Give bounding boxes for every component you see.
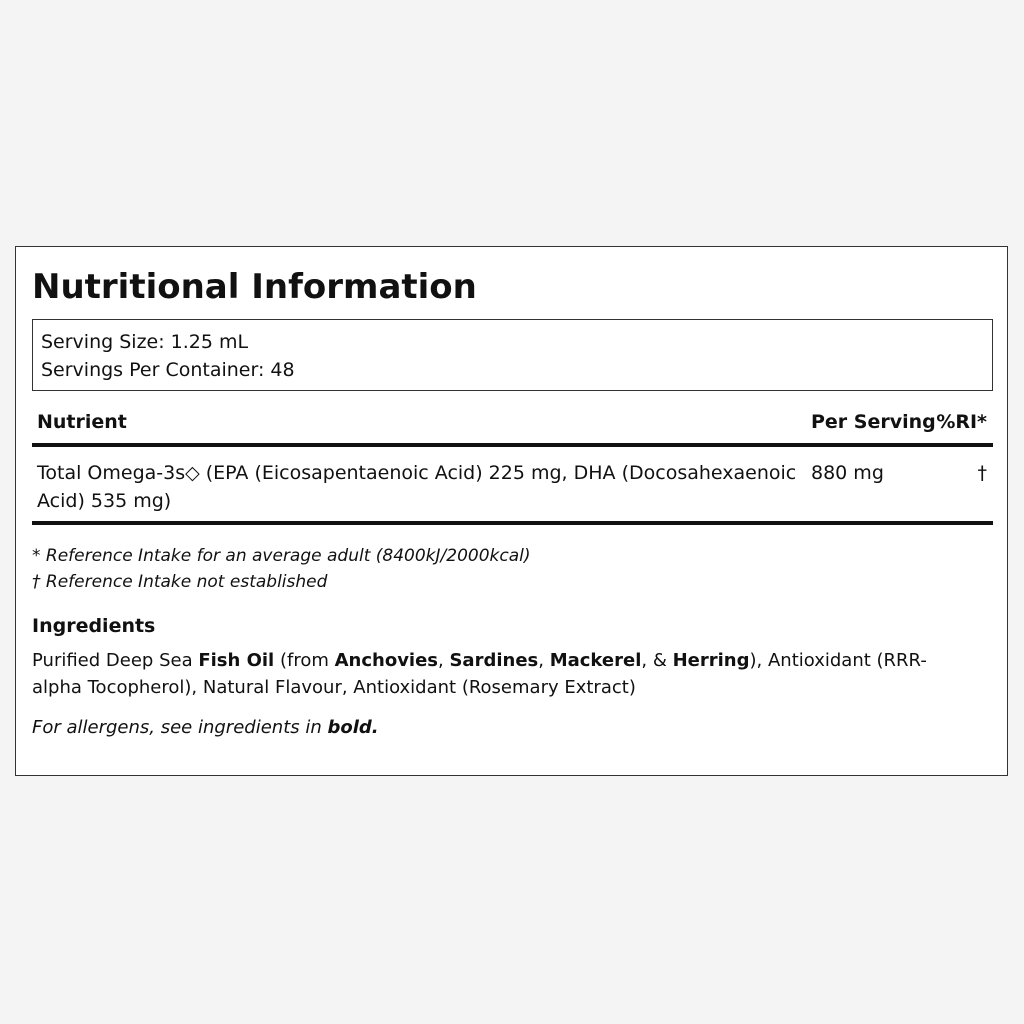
serving-size: Serving Size: 1.25 mL xyxy=(41,331,249,353)
allergen-note-text: For allergens, see ingredients in xyxy=(32,717,328,738)
ingredients-text-part: , xyxy=(538,650,550,671)
ingredients-text-part: , & xyxy=(641,650,673,671)
ri-cell: † xyxy=(977,462,987,484)
header-ri: %RI* xyxy=(936,411,987,433)
table-row xyxy=(32,459,993,519)
ingredient-allergen: Herring xyxy=(672,650,750,671)
ingredients-text-part: Purified Deep Sea xyxy=(32,650,199,671)
footnote-not-established: † Reference Intake not established xyxy=(32,572,328,592)
nutrition-label-panel xyxy=(15,246,1008,776)
ingredients-text-part: (from xyxy=(274,650,335,671)
allergen-note xyxy=(32,717,379,738)
table-divider-bottom xyxy=(32,521,993,525)
header-per-serving: Per Serving xyxy=(811,411,936,433)
header-nutrient: Nutrient xyxy=(37,411,127,433)
ingredients-heading: Ingredients xyxy=(32,615,156,637)
serving-info-box xyxy=(32,319,993,391)
ingredients-text-part: ), Antioxidant (RRR-alpha Tocopherol), Natural Flavour, Antioxidant (Rosemary Extract) xyxy=(32,650,927,698)
table-divider-top xyxy=(32,443,993,447)
allergen-note-bold: bold. xyxy=(327,717,379,738)
nutrient-cell: Total Omega-3s◇ (EPA (Eicosapentaenoic Acid) 225 mg, DHA (Docosahexaenoic Acid) 535 mg) xyxy=(37,462,797,512)
table-header xyxy=(32,409,993,443)
footnote-ri: * Reference Intake for an average adult (8400kJ/2000kcal) xyxy=(32,546,531,566)
footnotes xyxy=(32,543,531,595)
ingredients-text-part: , xyxy=(438,650,450,671)
ingredient-allergen: Fish Oil xyxy=(198,650,275,671)
ingredient-allergen: Sardines xyxy=(449,650,539,671)
page-title: Nutritional Information xyxy=(32,267,477,307)
per-serving-cell: 880 mg xyxy=(811,462,884,484)
servings-per-container: Servings Per Container: 48 xyxy=(41,359,295,381)
ingredient-allergen: Anchovies xyxy=(334,650,439,671)
ingredients-text xyxy=(32,647,962,701)
ingredient-allergen: Mackerel xyxy=(549,650,642,671)
